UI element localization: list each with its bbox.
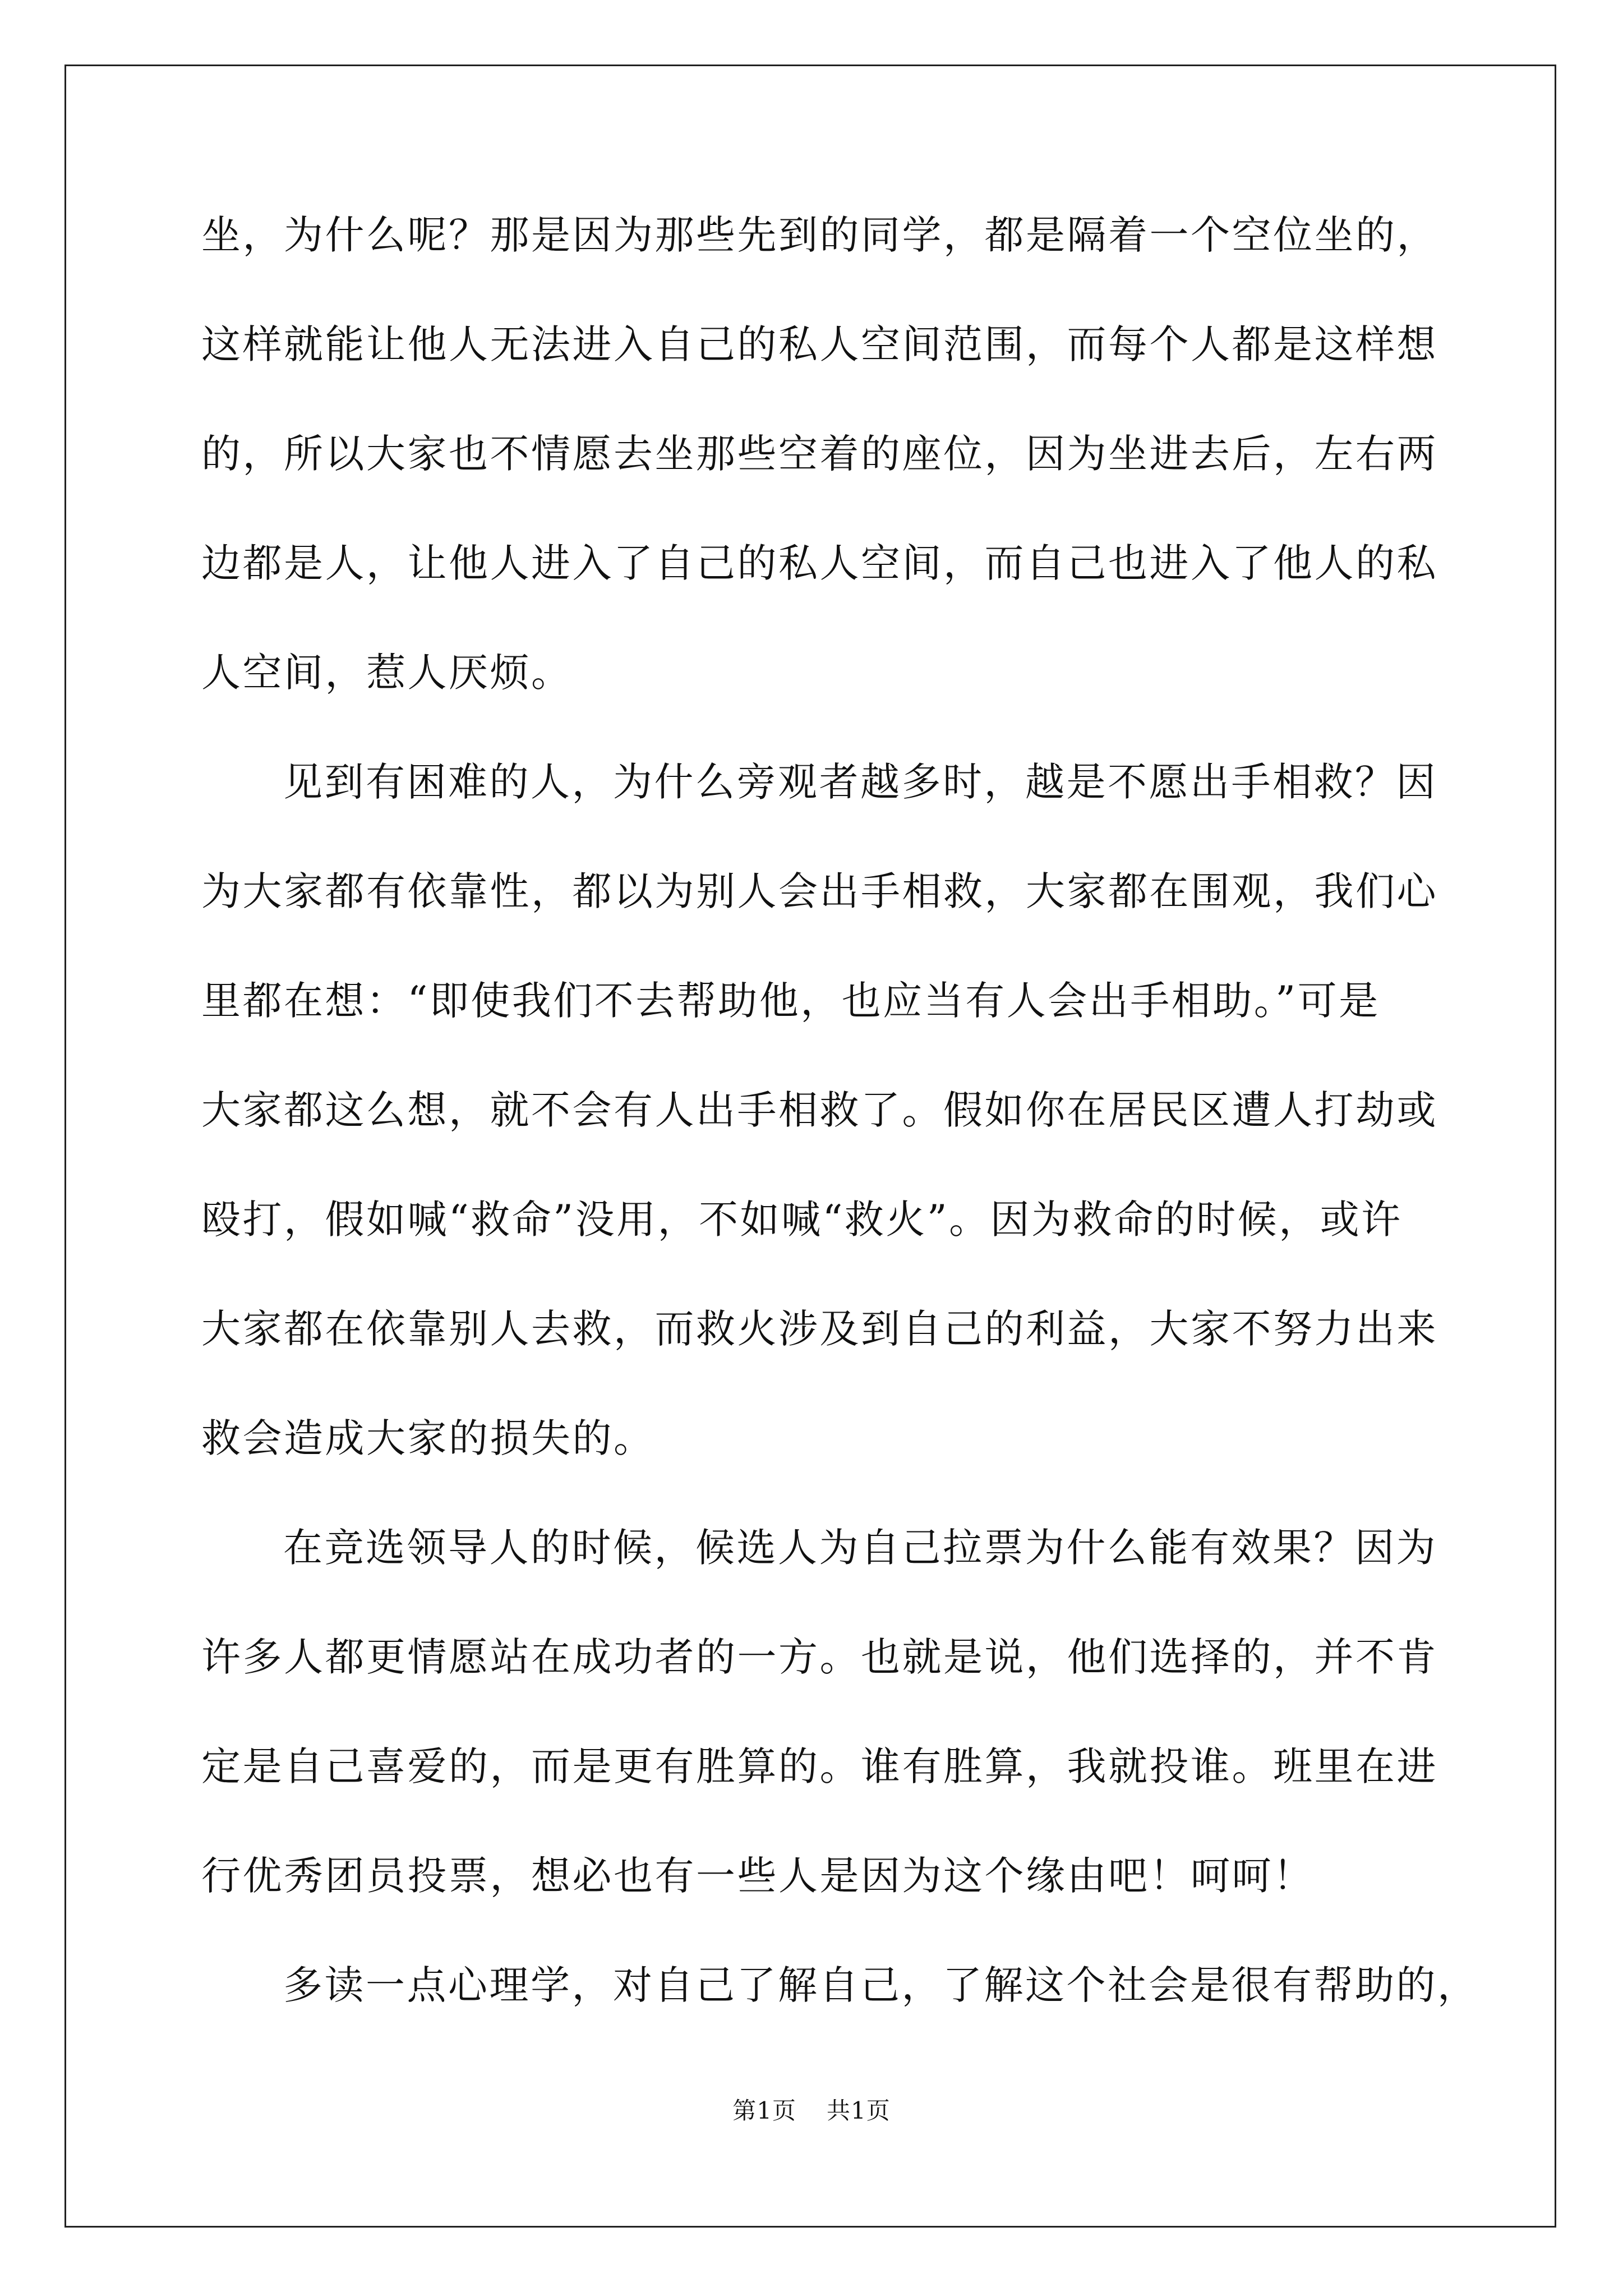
page-number-current: 第1页 bbox=[732, 2097, 796, 2124]
text-line: 坐，为什么呢？那是因为那些先到的同学，都是隔着一个空位坐的， bbox=[201, 212, 1438, 258]
text-line: 定是自己喜爱的，而是更有胜算的。谁有胜算，我就投谁。班里在进 bbox=[201, 1743, 1438, 1789]
text-line: 行优秀团员投票，想必也有一些人是因为这个缘由吧！呵呵！ bbox=[201, 1853, 1315, 1899]
text-line: 许多人都更情愿站在成功者的一方。也就是说，他们选择的，并不肯 bbox=[201, 1634, 1438, 1680]
paragraph-3 bbox=[201, 1525, 1438, 1899]
paragraph-4 bbox=[201, 1962, 1479, 2008]
text-line: 大家都在依靠别人去救，而救火涉及到自己的利益，大家不努力出来 bbox=[201, 1306, 1438, 1352]
text-line: 这样就能让他人无法进入自己的私人空间范围，而每个人都是这样想 bbox=[201, 321, 1438, 367]
text-line: 的，所以大家也不情愿去坐那些空着的座位，因为坐进去后，左右两 bbox=[201, 431, 1438, 477]
page-number-total: 共1页 bbox=[827, 2097, 891, 2124]
page-footer bbox=[0, 2092, 1623, 2126]
text-line: 里都在想：“即使我们不去帮助他，也应当有人会出手相助。”可是 bbox=[201, 978, 1380, 1024]
text-line: 为大家都有依靠性，都以为别人会出手相救，大家都在围观，我们心 bbox=[201, 868, 1438, 914]
text-line: 大家都这么想，就不会有人出手相救了。假如你在居民区遭人打劫或 bbox=[201, 1087, 1438, 1133]
text-line: 救会造成大家的损失的。 bbox=[201, 1415, 655, 1461]
text-line: 人空间，惹人厌烦。 bbox=[201, 650, 573, 696]
document-body bbox=[201, 212, 1479, 2075]
text-line: 殴打，假如喊“救命”没用，不如喊“救火”。因为救命的时候，或许 bbox=[201, 1197, 1403, 1243]
text-line: 边都是人，让他人进入了自己的私人空间，而自己也进入了他人的私 bbox=[201, 540, 1438, 586]
text-line: 在竞选领导人的时候，候选人为自己拉票为什么能有效果？因为 bbox=[283, 1525, 1437, 1571]
paragraph-2 bbox=[201, 759, 1438, 1461]
text-line: 多读一点心理学，对自己了解自己，了解这个社会是很有帮助的， bbox=[283, 1962, 1479, 2008]
paragraph-1 bbox=[201, 212, 1438, 696]
text-line: 见到有困难的人，为什么旁观者越多时，越是不愿出手相救？因 bbox=[283, 759, 1437, 805]
